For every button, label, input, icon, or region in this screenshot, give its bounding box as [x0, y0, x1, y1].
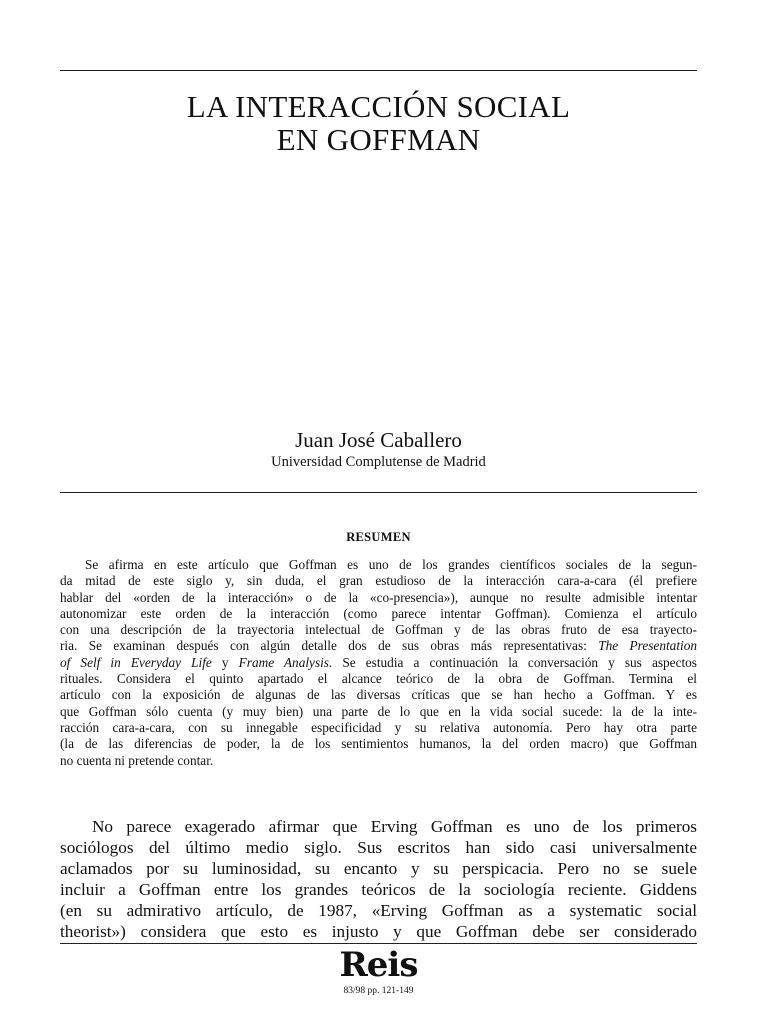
abstract-line: rituales. Considera el quinto apartado el alcance teórico de la obra de Goffman. Termina el — [60, 671, 697, 687]
body-line: (en su admirativo artículo, de 1987, «Erving Goffman as a systematic social — [60, 901, 697, 920]
title-line-1: LA INTERACCIÓN SOCIAL — [186, 89, 571, 124]
abstract-text — [60, 557, 697, 769]
abstract-line: Se afirma en este artículo que Goffman es uno de los grandes científicos sociales de la segun- — [85, 557, 697, 572]
abstract-line: autonomizar este orden de la interacción (como parece intentar Goffman). Comienza el artículo — [60, 605, 697, 621]
body-paragraph — [60, 816, 697, 942]
abstract-line: no cuenta ni pretende contar. — [60, 752, 214, 768]
abstract-line: artículo con la exposición de algunas de las diversas críticas que se han hecho a Goffman. Y es — [60, 687, 697, 703]
body-line: aclamados por su luminosidad, su encanto y su perspicacia. Pero no se suele — [60, 859, 697, 878]
abstract-line: racción cara-a-cara, con su innegable especificidad y su relativa autonomía. Pero hay otra parte — [60, 719, 697, 735]
journal-logo: Reis — [339, 945, 418, 985]
abstract-line — [60, 655, 697, 671]
abstract-line — [60, 638, 697, 654]
abstract-line: con una descripción de la trayectoria intelectual de Goffman y de las obras fruto de esa trayecto- — [60, 622, 697, 638]
body-line: No parece exagerado afirmar que Erving Goffman es uno de los primeros — [92, 817, 697, 836]
abstract-top-rule — [60, 492, 697, 493]
author-name: Juan José Caballero — [295, 428, 462, 452]
abstract-text-segment: ria. Se examinan después con algún detalle dos de sus obras más representativas: — [60, 638, 587, 654]
book-title-presentation-of-self-cont: of Self in Everyday Life — [60, 654, 212, 670]
abstract-line: da mitad de este siglo y, sin duda, el gran estudioso de la interacción cara-a-cara (él prefiere — [60, 573, 697, 589]
author-affiliation: Universidad Complutense de Madrid — [271, 454, 486, 470]
abstract-text-segment: Se estudia a continuación la conversación y sus aspectos — [342, 654, 697, 670]
article-title — [60, 90, 697, 156]
abstract-text-segment: y — [221, 654, 229, 670]
abstract-line: que Goffman sólo cuenta (y muy bien) una parte de lo que en la vida social sucede: la de la inte- — [60, 703, 697, 719]
abstract-heading: RESUMEN — [346, 530, 411, 544]
top-rule — [60, 70, 697, 71]
body-line: theorist») considera que esto es injusto y que Goffman debe ser considerado — [60, 922, 697, 941]
body-line: incluir a Goffman entre los grandes teóricos de la sociología reciente. Giddens — [60, 880, 697, 899]
abstract-line: hablar del «orden de la interacción» o de la «co-presencia»), aunque no resulte admisible intentar — [60, 589, 697, 605]
issue-page-range: 83/98 pp. 121-149 — [343, 986, 414, 996]
footer-rule — [60, 943, 697, 944]
title-line-2: EN GOFFMAN — [276, 122, 481, 157]
book-title-presentation-of-self: The Presentation — [598, 638, 698, 654]
book-title-frame-analysis: Frame Analysis. — [238, 654, 333, 670]
body-line: sociólogos del último medio siglo. Sus escritos han sido casi universalmente — [60, 838, 697, 857]
abstract-line: (la de las diferencias de poder, la de los sentimientos humanos, la del orden macro) que Goffman — [60, 736, 697, 752]
